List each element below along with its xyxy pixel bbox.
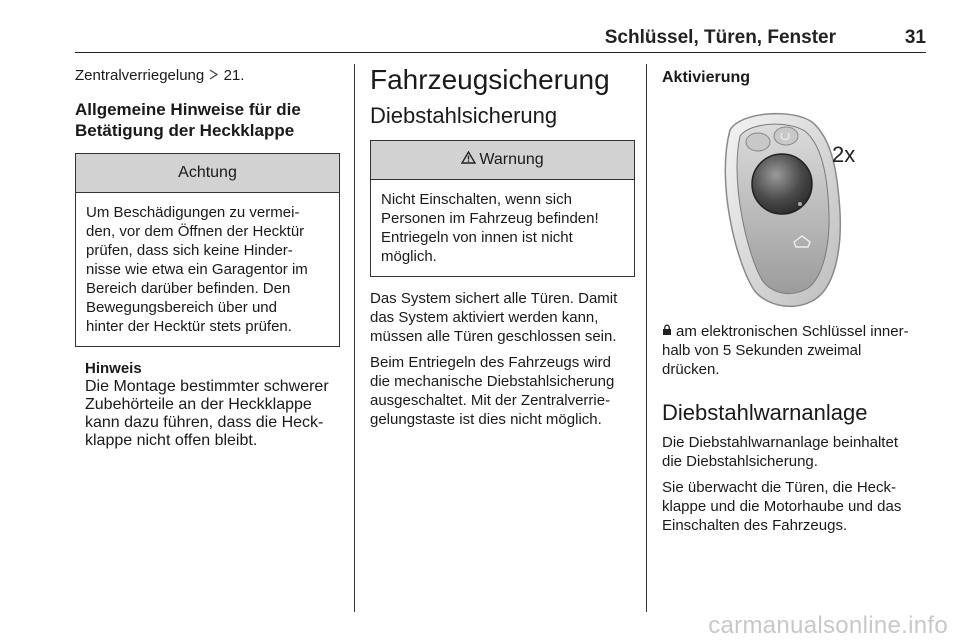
- text-line: ausgeschaltet. Mit der Zentralverrie-: [370, 392, 611, 409]
- text-line: Einschalten des Fahrzeugs.: [662, 517, 848, 534]
- text-line: am elektronischen Schlüssel inner-: [676, 323, 909, 340]
- text-line: Bereich darüber befinden. Den: [86, 280, 291, 297]
- text-line: kann dazu führen, dass die Heck-: [85, 414, 324, 431]
- lock-icon: [662, 322, 672, 341]
- activation-instruction: [662, 322, 930, 379]
- section-heading: Fahrzeugsicherung: [370, 64, 610, 95]
- hint-label: Hinweis: [85, 360, 142, 377]
- page-reference-icon: [208, 66, 219, 85]
- paragraph: [370, 353, 635, 429]
- column-divider: [646, 64, 647, 612]
- text-line: Nicht Einschalten, wenn sich: [381, 191, 572, 208]
- text-line: Das System sichert alle Türen. Damit: [370, 290, 618, 307]
- column-3: [662, 64, 930, 542]
- text-line: prüfen, dass sich keine Hinder-: [86, 242, 293, 259]
- watermark: carmanualsonline.info: [708, 612, 948, 639]
- warning-header: [371, 141, 634, 180]
- column-2: [370, 64, 635, 436]
- caution-box: [75, 153, 340, 347]
- text-line: Beim Entriegeln des Fahrzeugs wird: [370, 354, 611, 371]
- text-line: klappe nicht offen bleibt.: [85, 432, 258, 449]
- paragraph: [370, 289, 635, 346]
- header-rule: [75, 52, 926, 53]
- text-line: möglich.: [381, 248, 437, 265]
- text-line: die Diebstahlsicherung.: [662, 453, 818, 470]
- text-line: das System aktiviert werden kann,: [370, 309, 599, 326]
- text-line: die mechanische Diebstahlsicherung: [370, 373, 615, 390]
- column-1: [75, 64, 340, 450]
- text-line: klappe und die Motorhaube und das: [662, 498, 902, 515]
- text-line: Sie überwacht die Türen, die Heck-: [662, 479, 897, 496]
- running-header-title: Schlüssel, Türen, Fenster: [604, 27, 836, 48]
- warning-text: [371, 180, 634, 276]
- text-line: Zubehörteile an der Heckklappe: [85, 396, 312, 413]
- subheading-line: Betätigung der Heckklappe: [75, 121, 295, 140]
- warning-label: Warnung: [479, 151, 544, 168]
- section-subheading: Diebstahlsicherung: [370, 103, 558, 128]
- text-line: Um Beschädigungen zu vermei-: [86, 204, 300, 221]
- text-line: Entriegeln von innen ist nicht: [381, 229, 573, 246]
- xref-page: 21.: [223, 67, 245, 84]
- text-line: Personen im Fahrzeug befinden!: [381, 210, 599, 227]
- caution-text: [76, 193, 339, 346]
- text-line: müssen alle Türen geschlossen sein.: [370, 328, 617, 345]
- cross-reference[interactable]: [75, 66, 340, 85]
- text-line: nisse wie etwa ein Garagentor im: [86, 261, 308, 278]
- text-line: den, vor dem Öffnen der Hecktür: [86, 223, 305, 240]
- text-line: Die Diebstahlwarnanlage beinhaltet: [662, 434, 898, 451]
- text-line: Bewegungsbereich über und: [86, 299, 277, 316]
- caution-label: Achtung: [76, 154, 339, 193]
- text-line: halb von 5 Sekunden zweimal: [662, 342, 862, 359]
- column-divider: [354, 64, 355, 612]
- subheading-line: Allgemeine Hinweise für die: [75, 100, 301, 119]
- hint-note: [75, 359, 340, 450]
- section-subheading: Aktivierung: [662, 69, 751, 86]
- text-line: gelungstaste ist dies nicht möglich.: [370, 411, 602, 428]
- text-line: drücken.: [662, 361, 720, 378]
- key-fob-icon: [662, 102, 930, 312]
- paragraph: [662, 478, 930, 535]
- key-fob-illustration: [662, 102, 930, 312]
- warning-box: [370, 140, 635, 277]
- page-number: 31: [904, 27, 926, 48]
- paragraph: [662, 433, 930, 471]
- warning-triangle-icon: [461, 151, 476, 169]
- text-line: Die Montage bestimmter schwerer: [85, 378, 329, 395]
- section-heading: Diebstahlwarnanlage: [662, 400, 868, 425]
- xref-text: Zentralverriegelung: [75, 67, 205, 84]
- section-subheading: [75, 99, 340, 141]
- text-line: hinter der Hecktür stets prüfen.: [86, 318, 292, 335]
- figure-label: 2x: [832, 142, 856, 167]
